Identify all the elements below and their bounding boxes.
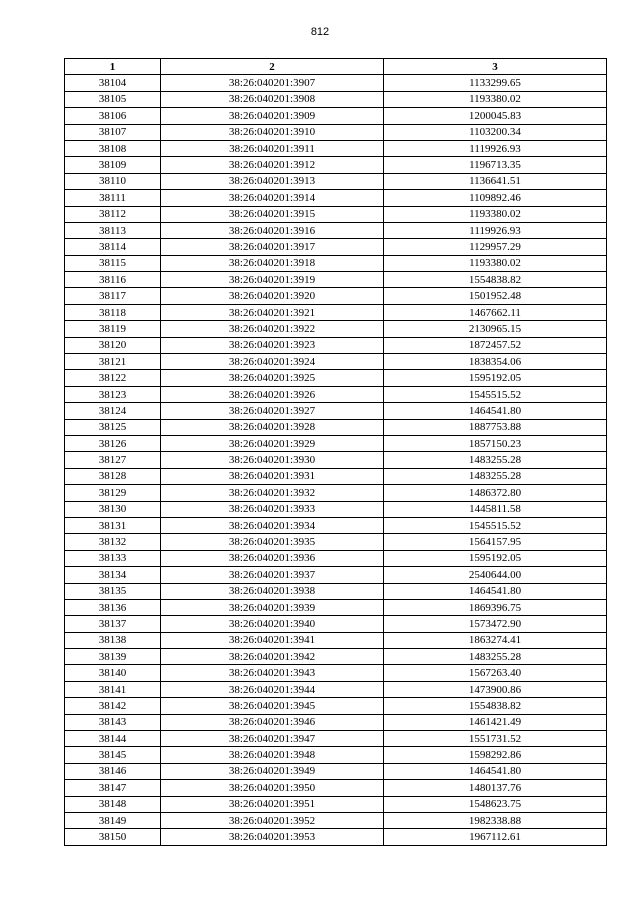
table-row	[65, 370, 607, 386]
column-header-2: 2	[161, 59, 384, 75]
row-number-cell: 38121	[65, 354, 161, 370]
row-number-cell: 38127	[65, 452, 161, 468]
table-row	[65, 452, 607, 468]
table-row	[65, 75, 607, 91]
row-number-cell: 38113	[65, 222, 161, 238]
value-cell: 1473900.86	[384, 681, 607, 697]
table-row	[65, 780, 607, 796]
table-row	[65, 567, 607, 583]
cadastral-number-cell: 38:26:040201:3929	[161, 435, 384, 451]
row-number-cell: 38130	[65, 501, 161, 517]
value-cell: 1136641.51	[384, 173, 607, 189]
table-row	[65, 206, 607, 222]
row-number-cell: 38106	[65, 108, 161, 124]
page-number: 812	[310, 26, 330, 38]
table-row	[65, 157, 607, 173]
cadastral-number-cell: 38:26:040201:3922	[161, 321, 384, 337]
cadastral-number-cell: 38:26:040201:3924	[161, 354, 384, 370]
cadastral-number-cell: 38:26:040201:3921	[161, 304, 384, 320]
row-number-cell: 38147	[65, 780, 161, 796]
row-number-cell: 38150	[65, 829, 161, 845]
table-row	[65, 501, 607, 517]
row-number-cell: 38142	[65, 698, 161, 714]
table-row	[65, 222, 607, 238]
cadastral-number-cell: 38:26:040201:3910	[161, 124, 384, 140]
table-row	[65, 304, 607, 320]
table-row	[65, 649, 607, 665]
table-row	[65, 272, 607, 288]
row-number-cell: 38138	[65, 632, 161, 648]
table-row	[65, 550, 607, 566]
cadastral-number-cell: 38:26:040201:3926	[161, 386, 384, 402]
cadastral-number-cell: 38:26:040201:3949	[161, 763, 384, 779]
row-number-cell: 38126	[65, 435, 161, 451]
value-cell: 1869396.75	[384, 599, 607, 615]
cadastral-number-cell: 38:26:040201:3946	[161, 714, 384, 730]
cadastral-number-cell: 38:26:040201:3945	[161, 698, 384, 714]
value-cell: 1467662.11	[384, 304, 607, 320]
value-cell: 1486372.80	[384, 485, 607, 501]
cadastral-number-cell: 38:26:040201:3913	[161, 173, 384, 189]
value-cell: 1109892.46	[384, 190, 607, 206]
value-cell: 1196713.35	[384, 157, 607, 173]
row-number-cell: 38107	[65, 124, 161, 140]
row-number-cell: 38116	[65, 272, 161, 288]
cadastral-number-cell: 38:26:040201:3919	[161, 272, 384, 288]
cadastral-number-cell: 38:26:040201:3937	[161, 567, 384, 583]
value-cell: 1464541.80	[384, 403, 607, 419]
table-row	[65, 108, 607, 124]
table-row	[65, 763, 607, 779]
table-row	[65, 731, 607, 747]
table-row	[65, 386, 607, 402]
value-cell: 1464541.80	[384, 583, 607, 599]
value-cell: 1483255.28	[384, 452, 607, 468]
data-table	[64, 58, 607, 846]
table-row	[65, 583, 607, 599]
table-header-row	[65, 59, 607, 75]
table-row	[65, 534, 607, 550]
row-number-cell: 38128	[65, 468, 161, 484]
cadastral-number-cell: 38:26:040201:3927	[161, 403, 384, 419]
row-number-cell: 38118	[65, 304, 161, 320]
table-row	[65, 435, 607, 451]
row-number-cell: 38104	[65, 75, 161, 91]
value-cell: 1545515.52	[384, 386, 607, 402]
cadastral-number-cell: 38:26:040201:3941	[161, 632, 384, 648]
cadastral-number-cell: 38:26:040201:3925	[161, 370, 384, 386]
value-cell: 1133299.65	[384, 75, 607, 91]
row-number-cell: 38143	[65, 714, 161, 730]
value-cell: 1483255.28	[384, 468, 607, 484]
cadastral-number-cell: 38:26:040201:3935	[161, 534, 384, 550]
value-cell: 1545515.52	[384, 517, 607, 533]
table-row	[65, 714, 607, 730]
cadastral-number-cell: 38:26:040201:3923	[161, 337, 384, 353]
value-cell: 1863274.41	[384, 632, 607, 648]
row-number-cell: 38139	[65, 649, 161, 665]
table-row	[65, 419, 607, 435]
value-cell: 1103200.34	[384, 124, 607, 140]
cadastral-number-cell: 38:26:040201:3950	[161, 780, 384, 796]
value-cell: 1982338.88	[384, 812, 607, 828]
row-number-cell: 38134	[65, 567, 161, 583]
value-cell: 1464541.80	[384, 763, 607, 779]
cadastral-number-cell: 38:26:040201:3952	[161, 812, 384, 828]
row-number-cell: 38108	[65, 140, 161, 156]
table-row	[65, 485, 607, 501]
value-cell: 1501952.48	[384, 288, 607, 304]
table-row	[65, 239, 607, 255]
value-cell: 1480137.76	[384, 780, 607, 796]
cadastral-number-cell: 38:26:040201:3940	[161, 616, 384, 632]
cadastral-number-cell: 38:26:040201:3953	[161, 829, 384, 845]
cadastral-number-cell: 38:26:040201:3914	[161, 190, 384, 206]
table-row	[65, 255, 607, 271]
table-row	[65, 665, 607, 681]
value-cell: 1838354.06	[384, 354, 607, 370]
table-row	[65, 747, 607, 763]
value-cell: 1967112.61	[384, 829, 607, 845]
column-header-3: 3	[384, 59, 607, 75]
table-row	[65, 91, 607, 107]
value-cell: 1445811.58	[384, 501, 607, 517]
row-number-cell: 38140	[65, 665, 161, 681]
cadastral-number-cell: 38:26:040201:3912	[161, 157, 384, 173]
cadastral-number-cell: 38:26:040201:3920	[161, 288, 384, 304]
row-number-cell: 38149	[65, 812, 161, 828]
row-number-cell: 38148	[65, 796, 161, 812]
value-cell: 1573472.90	[384, 616, 607, 632]
table-row	[65, 403, 607, 419]
table-row	[65, 812, 607, 828]
cadastral-number-cell: 38:26:040201:3908	[161, 91, 384, 107]
cadastral-number-cell: 38:26:040201:3911	[161, 140, 384, 156]
table-row	[65, 190, 607, 206]
value-cell: 1567263.40	[384, 665, 607, 681]
value-cell: 1554838.82	[384, 272, 607, 288]
cadastral-number-cell: 38:26:040201:3947	[161, 731, 384, 747]
value-cell: 1129957.29	[384, 239, 607, 255]
table-row	[65, 124, 607, 140]
table-row	[65, 616, 607, 632]
cadastral-number-cell: 38:26:040201:3932	[161, 485, 384, 501]
cadastral-number-cell: 38:26:040201:3943	[161, 665, 384, 681]
row-number-cell: 38114	[65, 239, 161, 255]
row-number-cell: 38133	[65, 550, 161, 566]
value-cell: 1193380.02	[384, 91, 607, 107]
value-cell: 1598292.86	[384, 747, 607, 763]
cadastral-number-cell: 38:26:040201:3942	[161, 649, 384, 665]
cadastral-number-cell: 38:26:040201:3918	[161, 255, 384, 271]
row-number-cell: 38109	[65, 157, 161, 173]
table-row	[65, 337, 607, 353]
table-row	[65, 288, 607, 304]
table-row	[65, 599, 607, 615]
value-cell: 1193380.02	[384, 206, 607, 222]
value-cell: 1119926.93	[384, 140, 607, 156]
cadastral-number-cell: 38:26:040201:3934	[161, 517, 384, 533]
row-number-cell: 38123	[65, 386, 161, 402]
table-row	[65, 632, 607, 648]
row-number-cell: 38141	[65, 681, 161, 697]
value-cell: 1551731.52	[384, 731, 607, 747]
cadastral-number-cell: 38:26:040201:3915	[161, 206, 384, 222]
cadastral-number-cell: 38:26:040201:3909	[161, 108, 384, 124]
row-number-cell: 38122	[65, 370, 161, 386]
value-cell: 1461421.49	[384, 714, 607, 730]
value-cell: 1887753.88	[384, 419, 607, 435]
row-number-cell: 38105	[65, 91, 161, 107]
table-body	[65, 75, 607, 845]
row-number-cell: 38135	[65, 583, 161, 599]
table-row	[65, 796, 607, 812]
cadastral-number-cell: 38:26:040201:3944	[161, 681, 384, 697]
table-row	[65, 321, 607, 337]
row-number-cell: 38115	[65, 255, 161, 271]
value-cell: 2130965.15	[384, 321, 607, 337]
row-number-cell: 38124	[65, 403, 161, 419]
value-cell: 1554838.82	[384, 698, 607, 714]
cadastral-number-cell: 38:26:040201:3916	[161, 222, 384, 238]
value-cell: 1564157.95	[384, 534, 607, 550]
row-number-cell: 38132	[65, 534, 161, 550]
value-cell: 1200045.83	[384, 108, 607, 124]
row-number-cell: 38144	[65, 731, 161, 747]
row-number-cell: 38146	[65, 763, 161, 779]
row-number-cell: 38145	[65, 747, 161, 763]
value-cell: 1595192.05	[384, 550, 607, 566]
row-number-cell: 38131	[65, 517, 161, 533]
cadastral-number-cell: 38:26:040201:3936	[161, 550, 384, 566]
cadastral-number-cell: 38:26:040201:3933	[161, 501, 384, 517]
row-number-cell: 38125	[65, 419, 161, 435]
table-row	[65, 354, 607, 370]
row-number-cell: 38111	[65, 190, 161, 206]
value-cell: 1857150.23	[384, 435, 607, 451]
row-number-cell: 38136	[65, 599, 161, 615]
table-row	[65, 517, 607, 533]
cadastral-number-cell: 38:26:040201:3928	[161, 419, 384, 435]
row-number-cell: 38112	[65, 206, 161, 222]
row-number-cell: 38137	[65, 616, 161, 632]
cadastral-number-cell: 38:26:040201:3951	[161, 796, 384, 812]
row-number-cell: 38129	[65, 485, 161, 501]
row-number-cell: 38120	[65, 337, 161, 353]
cadastral-number-cell: 38:26:040201:3948	[161, 747, 384, 763]
value-cell: 1483255.28	[384, 649, 607, 665]
table-row	[65, 698, 607, 714]
cadastral-number-cell: 38:26:040201:3917	[161, 239, 384, 255]
row-number-cell: 38110	[65, 173, 161, 189]
value-cell: 1119926.93	[384, 222, 607, 238]
column-header-1: 1	[65, 59, 161, 75]
table-row	[65, 173, 607, 189]
cadastral-number-cell: 38:26:040201:3930	[161, 452, 384, 468]
value-cell: 1872457.52	[384, 337, 607, 353]
cadastral-number-cell: 38:26:040201:3939	[161, 599, 384, 615]
cadastral-number-cell: 38:26:040201:3931	[161, 468, 384, 484]
cadastral-number-cell: 38:26:040201:3938	[161, 583, 384, 599]
value-cell: 1193380.02	[384, 255, 607, 271]
row-number-cell: 38119	[65, 321, 161, 337]
cadastral-number-cell: 38:26:040201:3907	[161, 75, 384, 91]
table-row	[65, 681, 607, 697]
value-cell: 2540644.00	[384, 567, 607, 583]
table-row	[65, 829, 607, 845]
table-row	[65, 468, 607, 484]
table-row	[65, 140, 607, 156]
value-cell: 1595192.05	[384, 370, 607, 386]
row-number-cell: 38117	[65, 288, 161, 304]
value-cell: 1548623.75	[384, 796, 607, 812]
